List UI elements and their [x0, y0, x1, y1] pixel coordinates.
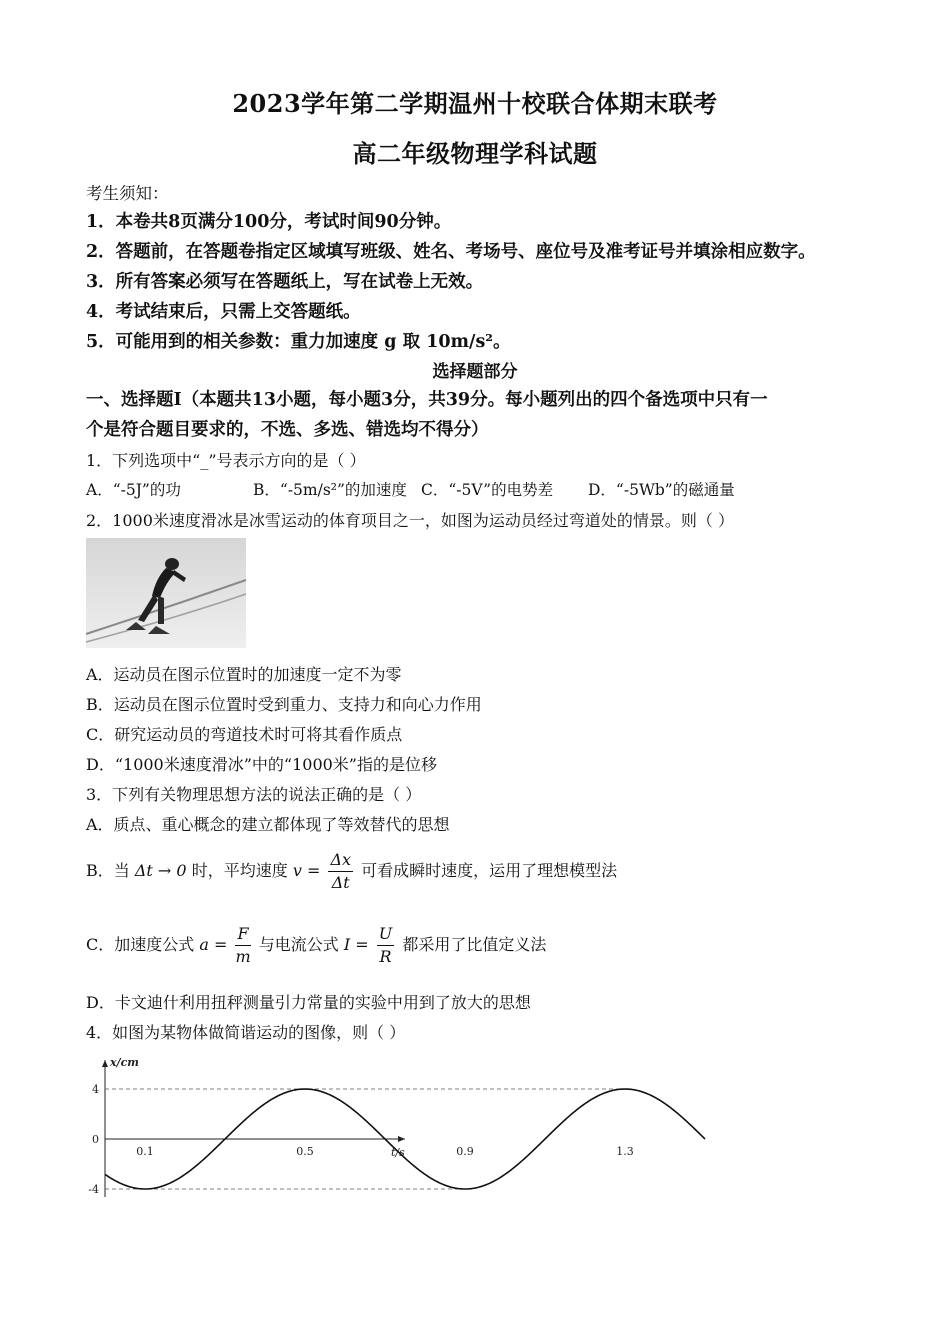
q1-option-b: B．“-5m/s²”的加速度 — [253, 481, 407, 499]
q3-option-c-numerator-1: F — [235, 923, 250, 946]
speed-skater-photo — [86, 538, 246, 648]
x-tick-label: 0.1 — [136, 1145, 154, 1158]
q3-option-c-i: I = — [343, 935, 369, 954]
exam-title: 2023学年第二学期温州十校联合体期末联考 — [232, 89, 718, 118]
notice-item-1: 1．本卷共8页满分100分，考试时间90分钟。 — [86, 212, 452, 232]
x-axis-label: t/s — [391, 1146, 405, 1159]
y-tick-label: -4 — [88, 1183, 99, 1196]
notice-item-3: 3．所有答案必须写在答题纸上，写在试卷上无效。 — [86, 272, 484, 292]
section-instruction-1: 一、选择题Ⅰ（本题共13小题，每小题3分，共39分。每小题列出的四个备选项中只有一 — [86, 390, 768, 410]
q3-option-b-v: v = — [292, 861, 321, 880]
q3-option-c-suffix: 都采用了比值定义法 — [402, 935, 547, 954]
q3-option-c-a: a = — [199, 935, 228, 954]
notice-item-4: 4．考试结束后，只需上交答题纸。 — [86, 302, 361, 322]
q2-option-d: D．“1000米速度滑冰”中的“1000米”指的是位移 — [86, 755, 437, 774]
q3-option-b — [86, 848, 617, 894]
notice-heading: 考生须知： — [86, 184, 169, 203]
q3-option-b-middle: 时，平均速度 — [191, 861, 288, 880]
q3-option-c-fraction-2 — [377, 923, 394, 968]
q2-option-b: B．运动员在图示位置时受到重力、支持力和向心力作用 — [86, 695, 482, 714]
q3-option-c-denominator-2: R — [379, 947, 392, 966]
q2-option-c: C．研究运动员的弯道技术时可将其看作质点 — [86, 725, 403, 744]
q3-option-c-middle: 与电流公式 — [258, 935, 339, 954]
q1-option-a: A．“-5J”的功 — [86, 481, 181, 499]
q3-option-a: A．质点、重心概念的建立都体现了等效替代的思想 — [86, 815, 450, 834]
q3-option-c-fraction-1 — [235, 923, 250, 968]
q3-option-b-fraction — [328, 849, 353, 894]
q1-stem: 1．下列选项中“_”号表示方向的是（ ） — [86, 451, 366, 470]
x-tick-label: 1.3 — [616, 1145, 634, 1158]
y-tick-label: 4 — [92, 1083, 99, 1096]
q3-option-b-denominator: Δt — [331, 873, 350, 892]
y-axis-label: x/cm — [110, 1056, 139, 1069]
q4-stem: 4．如图为某物体做简谐运动的图像，则（ ） — [86, 1023, 406, 1042]
part-title: 选择题部分 — [432, 362, 518, 382]
q3-option-b-condition: Δt → 0 — [134, 861, 187, 880]
q3-option-b-prefix: B．当 — [86, 861, 130, 880]
x-tick-label: 0.9 — [456, 1145, 474, 1158]
q3-option-c-prefix: C．加速度公式 — [86, 935, 195, 954]
q3-option-c-numerator-2: U — [377, 923, 394, 946]
q3-option-b-numerator: Δx — [328, 849, 353, 872]
x-tick-label: 0.5 — [296, 1145, 314, 1158]
q3-option-d: D．卡文迪什利用扭秤测量引力常量的实验中用到了放大的思想 — [86, 993, 531, 1012]
q3-stem: 3．下列有关物理思想方法的说法正确的是（ ） — [86, 785, 422, 804]
y-tick-label: 0 — [92, 1133, 99, 1146]
notice-item-5: 5．可能用到的相关参数：重力加速度 g 取 10m/s²。 — [86, 332, 511, 352]
q2-stem: 2．1000米速度滑冰是冰雪运动的体育项目之一，如图为运动员经过弯道处的情景。则（ ） — [86, 511, 734, 530]
section-instruction-2: 个是符合题目要求的，不选、多选、错选均不得分） — [86, 420, 489, 440]
q3-option-b-suffix: 可看成瞬时速度，运用了理想模型法 — [361, 861, 618, 880]
shm-graph — [80, 1052, 634, 1207]
q1-option-d: D．“-5Wb”的磁通量 — [588, 481, 735, 499]
q2-option-a: A．运动员在图示位置时的加速度一定不为零 — [86, 665, 402, 684]
q1-option-c: C．“-5V”的电势差 — [421, 481, 554, 499]
x-axis-arrow — [398, 1136, 405, 1142]
y-axis-arrow — [102, 1060, 108, 1067]
q3-option-c — [86, 922, 546, 968]
notice-item-2: 2．答题前，在答题卷指定区域填写班级、姓名、考场号、座位号及准考证号并填涂相应数字。 — [86, 242, 816, 262]
q3-option-c-denominator-1: m — [235, 947, 251, 966]
exam-subtitle: 高二年级物理学科试题 — [352, 139, 598, 168]
